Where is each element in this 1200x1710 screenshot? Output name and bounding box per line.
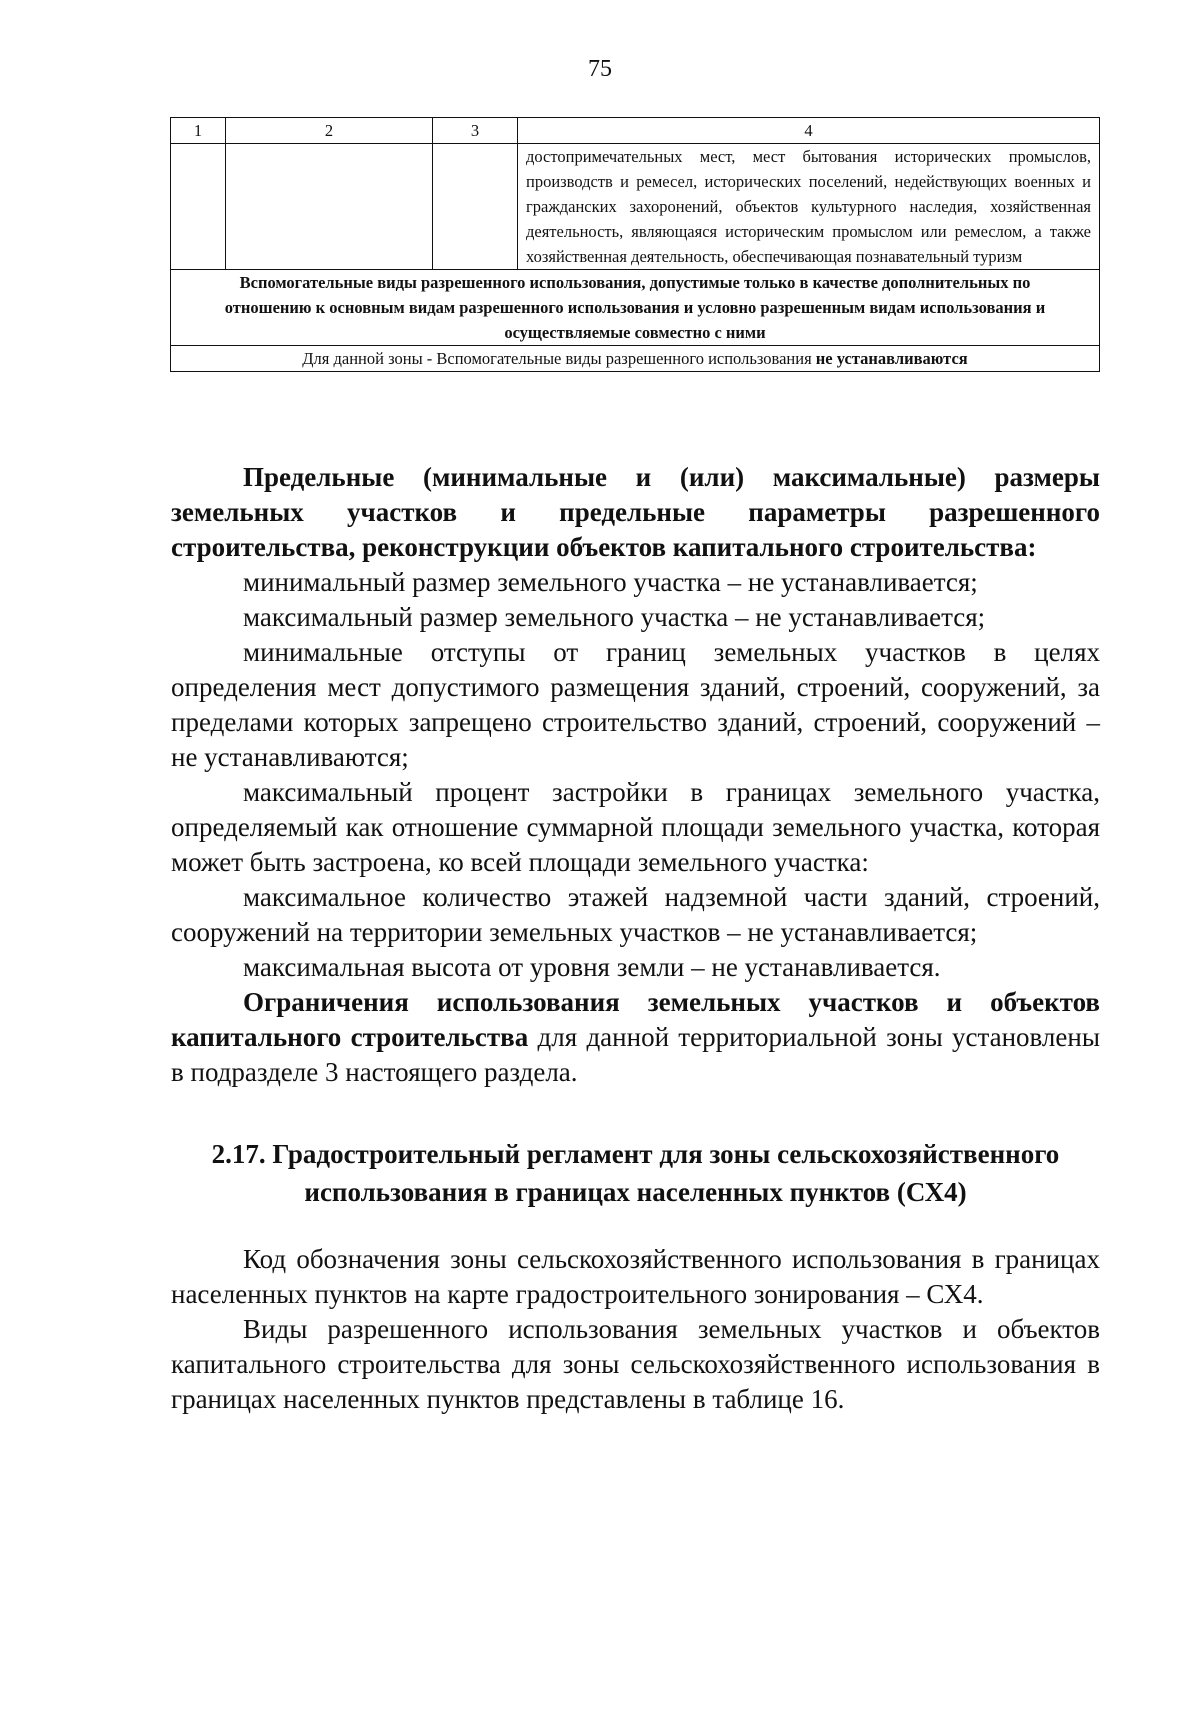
- restrictions-bold: Ограничения использования земельных участков и объектов капитального строительства: [171, 987, 1100, 1052]
- table-cell-empty: [171, 144, 226, 270]
- table-header-cell: 4: [518, 118, 1100, 144]
- auxiliary-note-text: Для данной зоны - Вспомогательные виды разрешенного использования: [302, 349, 816, 368]
- auxiliary-uses-heading: Вспомогательные виды разрешенного использования, допустимые только в качестве дополнительных по отношению к основным видам разрешенного использования и условно разрешенным видам использования и осуществляемые совместно с ними: [171, 270, 1100, 346]
- limits-heading: Предельные (минимальные и (или) максимальные) размеры земельных участков и предельные параметры разрешенного строительства, реконструкции объектов капитального строительства:: [171, 462, 1100, 562]
- table-header-cell: 2: [226, 118, 433, 144]
- table-cell-empty: [433, 144, 518, 270]
- table-header-cell: 3: [433, 118, 518, 144]
- section-heading: 2.17. Градостроительный регламент для зоны сельскохозяйственного использования в границах населенных пунктов (СХ4): [211, 1139, 1060, 1207]
- table-cell-description: достопримечательных мест, мест бытования исторических промыслов, производств и ремесел, исторических поселений, недействующих военных и гражданских захоронений, объектов культурного наследия, хозяйственная деятельность, являющаяся историческим промыслом или ремеслом, а также хозяйственная деятельность, обеспечивающая познавательный туризм: [518, 144, 1100, 270]
- limits-item: максимальная высота от уровня земли – не устанавливается.: [243, 952, 941, 982]
- limits-item: минимальный размер земельного участка – не устанавливается;: [243, 567, 978, 597]
- table-header-cell: 1: [171, 118, 226, 144]
- restrictions-text: для данной территориальной зоны установлены в подразделе 3 настоящего раздела.: [171, 1022, 1100, 1087]
- limits-item: максимальное количество этажей надземной части зданий, строений, сооружений на территории земельных участков – не устанавливается;: [171, 882, 1100, 947]
- limits-block: [171, 460, 1100, 1090]
- limits-item: максимальный процент застройки в границах земельного участка, определяемый как отношение суммарной площади земельного участка, которая может быть застроена, ко всей площади земельного участка:: [171, 777, 1100, 877]
- section-paragraph: Виды разрешенного использования земельных участков и объектов капитального строительства для зоны сельскохозяйственного использования в границах населенных пунктов представлены в таблице 16.: [171, 1314, 1100, 1414]
- page-number: 75: [588, 56, 612, 82]
- section-paragraph: Код обозначения зоны сельскохозяйственного использования в границах населенных пунктов на карте градостроительного зонирования – СХ4.: [171, 1244, 1100, 1309]
- regulation-table: [170, 117, 1100, 372]
- auxiliary-uses-note: [171, 346, 1100, 372]
- restrictions-paragraph: [171, 985, 1100, 1090]
- table-row: [171, 144, 1100, 270]
- table-row: [171, 346, 1100, 372]
- auxiliary-note-emphasis: не устанавливаются: [815, 349, 968, 368]
- table-cell-empty: [226, 144, 433, 270]
- limits-item: максимальный размер земельного участка – не устанавливается;: [243, 602, 986, 632]
- table-row: [171, 270, 1100, 346]
- table-header-row: [171, 118, 1100, 144]
- limits-item: минимальные отступы от границ земельных участков в целях определения мест допустимого размещения зданий, строений, сооружений, за пределами которых запрещено строительство зданий, строений, сооружений – не устанавливаются;: [171, 637, 1100, 772]
- section-body: [171, 1242, 1100, 1417]
